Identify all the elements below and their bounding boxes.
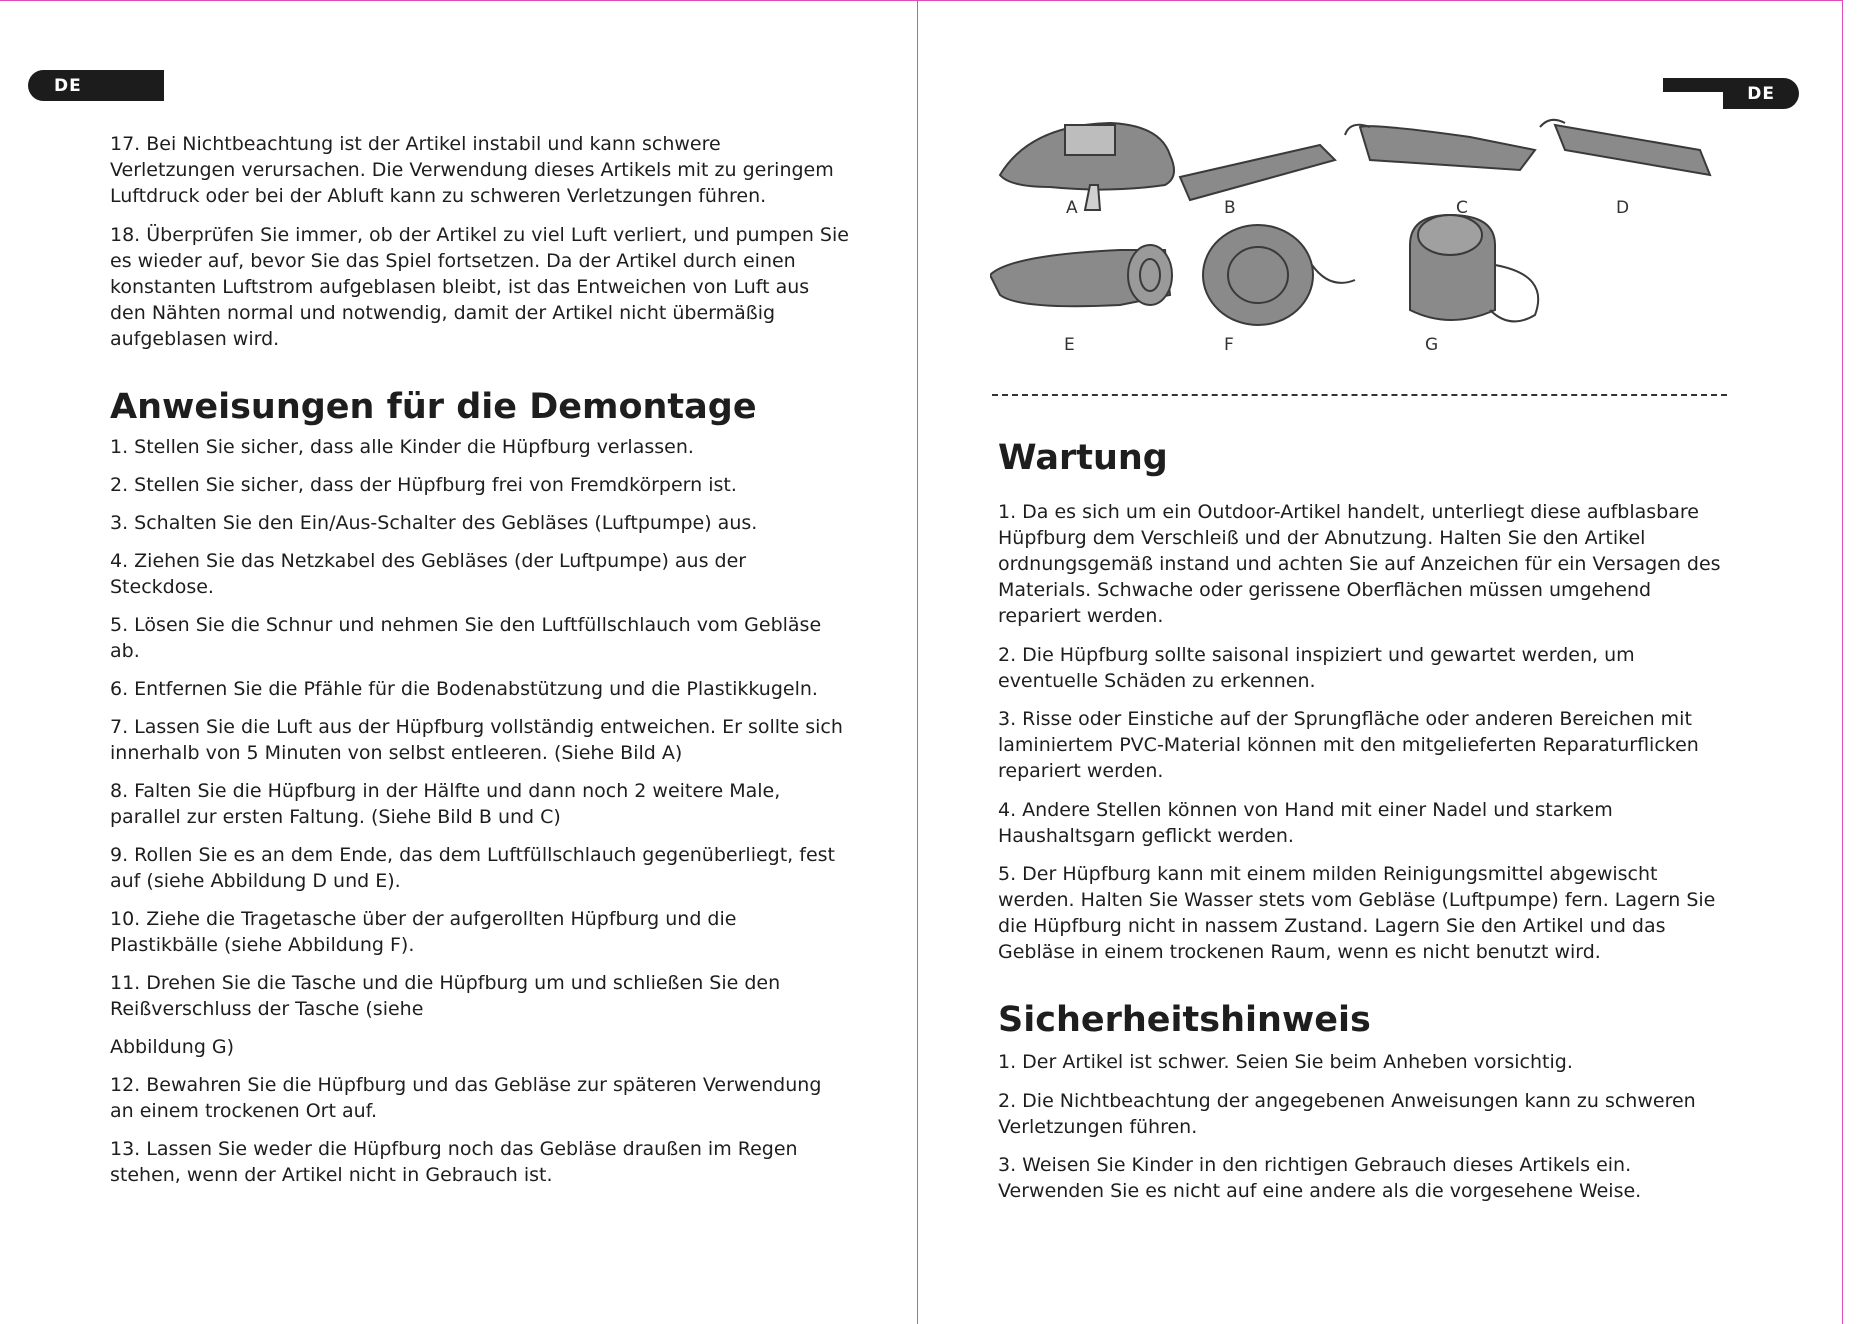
figure-label-f: F [1224, 335, 1234, 355]
figure-d-rolling [1540, 120, 1710, 175]
paragraph-18: 18. Überprüfen Sie immer, ob der Artikel zu viel Luft verliert, und pumpen Sie es wieder auf, bevor Sie das Spiel fortsetzen. Da der Artikel durch einen konstanten Luftstrom aufgeblasen bleibt, ist das Entweichen von Luft aus den Nähten normal und notwendig, damit der Artikel nicht übermäßig aufgeblasen wird. [110, 223, 849, 350]
left-page [0, 0, 905, 1324]
language-tab-label: DE [1747, 84, 1775, 104]
figure-label-c: C [1456, 198, 1468, 218]
list-item: 9. Rollen Sie es an dem Ende, das dem Luftfüllschlauch gegenüberliegt, fest auf (siehe Abbildung D und E). [110, 843, 835, 892]
figure-e-rolled-end [990, 245, 1172, 306]
figure-c-folded [1345, 125, 1535, 170]
list-item: 5. Der Hüpfburg kann mit einem milden Reinigungsmittel abgewischt werden. Halten Sie Wasser stets vom Gebläse (Luftpumpe) fern. Lagern Sie die Hüpfburg nicht in nassem Zustand. Lagern Sie den Artikel und das Gebläse in einem trockenen Raum, wenn es nicht benutzt wird. [998, 863, 1716, 963]
paragraph-17: 17. Bei Nichtbeachtung ist der Artikel instabil und kann schwere Verletzungen verursachen. Die Verwendung dieses Artikels mit zu geringem Luftdruck oder bei der Abluft kann zu schweren Verletzungen führen. [110, 133, 834, 207]
figure-f-bag-over-roll [1203, 225, 1355, 325]
list-item: 13. Lassen Sie weder die Hüpfburg noch das Gebläse draußen im Regen stehen, wenn der Artikel nicht in Gebrauch ist. [110, 1137, 798, 1186]
list-item: 3. Risse oder Einstiche auf der Sprungfläche oder anderen Bereichen mit laminiertem PVC-Material können mit den mitgelieferten Reparaturflicken repariert werden. [998, 708, 1699, 782]
heading-demontage: Anweisungen für die Demontage [110, 386, 757, 427]
folding-illustrations [990, 115, 1730, 365]
list-item: 10. Ziehe die Tragetasche über der aufgerollten Hüpfburg und die Plastikbälle (siehe Abbildung F). [110, 907, 737, 956]
left-text-column [110, 131, 850, 1200]
list-item: 1. Da es sich um ein Outdoor-Artikel handelt, unterliegt diese aufblasbare Hüpfburg dem Verschleiß und der Abnutzung. Halten Sie den Artikel ordnungsgemäß instand und achten Sie auf Anzeichen für ein Versagen des Materials. Schwache oder gerissene Oberflächen müssen umgehend repariert werden. [998, 501, 1721, 627]
list-item: 1. Stellen Sie sicher, dass alle Kinder die Hüpfburg verlassen. [110, 435, 694, 458]
list-item: 11. Drehen Sie die Tasche und die Hüpfburg um und schließen Sie den Reißverschluss der Tasche (siehe [110, 971, 781, 1020]
right-text-column [998, 499, 1738, 1217]
list-item: 8. Falten Sie die Hüpfburg in der Hälfte und dann noch 2 weitere Male, parallel zur ersten Faltung. (Siehe Bild B und C) [110, 779, 781, 828]
list-item: 12. Bewahren Sie die Hüpfburg und das Gebläse zur späteren Verwendung an einem trockenen Ort auf. [110, 1073, 822, 1122]
list-item: 4. Andere Stellen können von Hand mit einer Nadel und starkem Haushaltsgarn geflickt werden. [998, 798, 1613, 847]
heading-sicherheitshinweis: Sicherheitshinweis [998, 1000, 1371, 1040]
list-item: 2. Die Hüpfburg sollte saisonal inspiziert und gewartet werden, um eventuelle Schäden zu erkennen. [998, 643, 1635, 692]
page-divider-line [917, 0, 918, 1324]
figure-a-deflated-castle [1000, 123, 1174, 210]
dashed-divider [992, 394, 1727, 396]
figure-label-d: D [1616, 198, 1630, 218]
heading-wartung: Wartung [998, 438, 1168, 478]
list-item: 7. Lassen Sie die Luft aus der Hüpfburg vollständig entweichen. Er sollte sich innerhalb von 5 Minuten von selbst entleeren. (Siehe Bild A) [110, 715, 843, 764]
figure-g-closed-bag [1410, 215, 1538, 321]
list-item: 5. Lösen Sie die Schnur und nehmen Sie den Luftfüllschlauch vom Gebläse ab. [110, 613, 822, 662]
language-tab-label: DE [54, 76, 82, 96]
language-tab-left [28, 70, 164, 101]
list-item: 6. Entfernen Sie die Pfähle für die Bodenabstützung und die Plastikkugeln. [110, 677, 818, 700]
list-item: 1. Der Artikel ist schwer. Seien Sie beim Anheben vorsichtig. [998, 1051, 1573, 1073]
figure-b-folded-once [1180, 145, 1335, 200]
figure-label-b: B [1224, 198, 1236, 218]
list-item: 4. Ziehen Sie das Netzkabel des Gebläses (der Luftpumpe) aus der Steckdose. [110, 549, 747, 598]
list-item: 3. Schalten Sie den Ein/Aus-Schalter des Gebläses (Luftpumpe) aus. [110, 511, 758, 534]
list-item: 3. Weisen Sie Kinder in den richtigen Gebrauch dieses Artikels ein. Verwenden Sie es nicht auf eine andere als die vorgesehene Weise. [998, 1154, 1642, 1202]
figure-label-g: G [1425, 335, 1439, 355]
right-trim-line [1842, 0, 1843, 1324]
figure-label-e: E [1064, 335, 1075, 355]
figure-label-a: A [1066, 198, 1078, 218]
list-item: 2. Die Nichtbeachtung der angegebenen Anweisungen kann zu schweren Verletzungen führen. [998, 1089, 1696, 1138]
list-item: 2. Stellen Sie sicher, dass der Hüpfburg frei von Fremdkörpern ist. [110, 473, 737, 496]
language-tab-right [1663, 78, 1799, 109]
list-item: Abbildung G) [110, 1035, 235, 1058]
